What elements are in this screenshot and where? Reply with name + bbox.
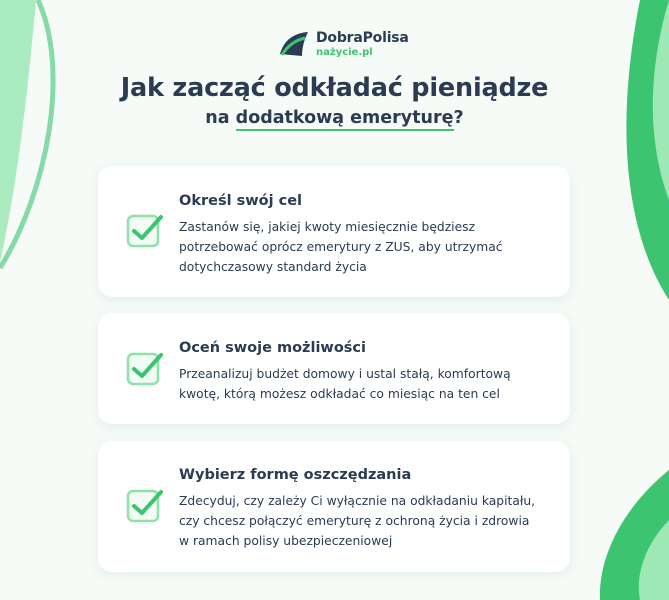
step-card-2 [98, 313, 570, 424]
step-description [179, 364, 559, 404]
step-text-line: potrzebować oprócz emerytury z ZUS, aby utrzymać [179, 240, 503, 254]
left-top-swoosh-shape [0, 0, 36, 262]
brand-name: DobraPolisa [316, 30, 409, 46]
step-description [179, 217, 559, 277]
brand-site: nażycie.pl [316, 47, 373, 58]
step-title: Wybierz formę oszczędzania [179, 467, 412, 483]
subtitle-prefix: na [205, 108, 236, 128]
subtitle-suffix: ? [453, 108, 464, 128]
step-text-line: kwotę, którą możesz odkładać co miesiąc na ten cel [179, 387, 500, 401]
step-card-3 [98, 441, 570, 572]
road-shield-logo-icon [278, 30, 310, 58]
page-title: Jak zacząć odkładać pieniądze [120, 73, 549, 103]
step-description [179, 491, 559, 551]
checkbox-checked-icon [126, 487, 164, 525]
subtitle-highlight: dodatkową emeryturę [236, 108, 454, 131]
checkbox-checked-icon [126, 350, 164, 388]
step-title: Określ swój cel [179, 193, 303, 209]
page-subtitle [0, 108, 669, 128]
step-text-line: Zastanów się, jakiej kwoty miesięcznie będziesz [179, 220, 476, 234]
step-card-1 [98, 166, 570, 297]
step-text-line: dotychczasowy standard życia [179, 260, 367, 274]
step-text-line: w ramach polisy ubezpieczeniowej [179, 534, 393, 548]
step-title: Oceń swoje możliwości [179, 340, 366, 356]
step-text-line: Przeanalizuj budżet domowy i ustal stałą, komfortową [179, 367, 511, 381]
checkbox-checked-icon [126, 212, 164, 250]
step-text-line: Zdecyduj, czy zależy Ci wyłącznie na odkładaniu kapitału, [179, 494, 536, 508]
brand-logo[interactable] [278, 28, 408, 62]
step-text-line: czy chcesz połączyć emeryturę z ochroną życia i zdrowia [179, 514, 530, 528]
